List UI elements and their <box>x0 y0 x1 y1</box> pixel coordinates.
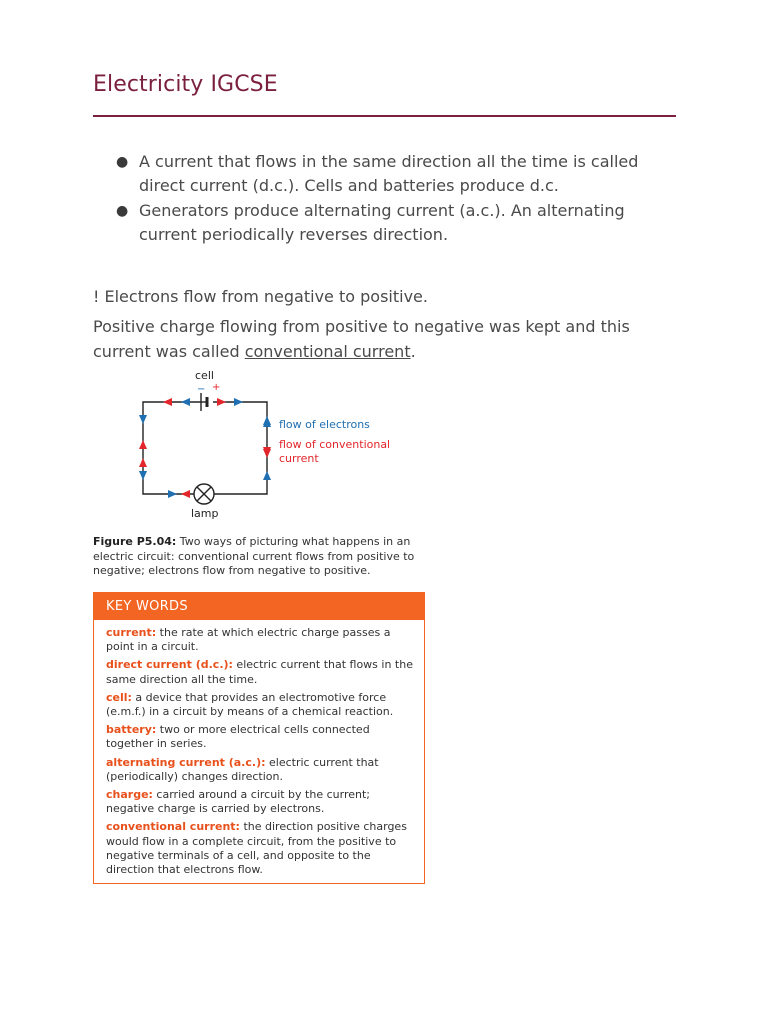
key-word-item <box>106 756 414 785</box>
electron-arrow-icon <box>139 415 147 424</box>
electron-arrow-icon <box>139 471 147 480</box>
electron-note: ! Electrons flow from negative to positive. <box>93 287 428 306</box>
bullet-list <box>114 150 654 248</box>
legend-electrons: flow of electrons <box>279 418 370 431</box>
legend-conventional-line2: current <box>279 452 319 465</box>
key-word-item <box>106 691 414 720</box>
key-word-definition: a device that provides an electromotive force (e.m.f.) in a circuit by means of a chemical reaction. <box>106 690 394 719</box>
minus-sign: − <box>197 384 206 395</box>
key-word-term: alternating current (a.c.): <box>106 755 266 769</box>
key-words-list <box>94 620 424 878</box>
list-item <box>114 150 654 198</box>
conventional-arrow-icon <box>181 490 190 498</box>
conventional-current-link[interactable]: conventional current <box>244 342 411 361</box>
key-word-definition: the rate at which electric charge passes a point in a circuit. <box>106 626 391 654</box>
conventional-arrow-icon <box>139 458 147 467</box>
key-word-term: battery: <box>106 723 157 737</box>
conventional-arrow-icon <box>139 440 147 449</box>
key-word-term: cell: <box>106 690 132 704</box>
electron-arrow-icon <box>168 490 177 498</box>
key-word-item <box>106 820 414 877</box>
bullet-text: A current that flows in the same direction all the time is called direct current (d.c.). Cells and batteries produce d.c. <box>139 152 639 195</box>
title-divider <box>93 115 676 117</box>
key-word-item <box>106 788 414 817</box>
paragraph-end: . <box>410 342 416 361</box>
key-words-box <box>93 592 425 884</box>
bullet-text: Generators produce alternating current (a.c.). An alternating current periodically reverses direction. <box>139 201 625 244</box>
key-word-definition: electric current that (periodically) changes direction. <box>106 755 379 783</box>
bullet-icon: ● <box>116 203 129 219</box>
key-word-item <box>106 626 414 655</box>
document-title: Electricity IGCSE <box>93 72 278 97</box>
key-word-definition: two or more electrical cells connected together in series. <box>106 723 370 751</box>
key-word-definition: the direction positive charges would flow in a complete circuit, from the positive to negative terminals of a cell, and opposite to the direction that electrons flow. <box>106 820 407 877</box>
cell-label: cell <box>195 369 214 382</box>
electron-arrow-icon <box>181 398 190 406</box>
electron-arrow-icon <box>234 398 243 406</box>
conventional-arrow-icon <box>217 398 226 406</box>
paragraph-text: Positive charge flowing from positive to negative was kept and this current was called <box>93 317 630 361</box>
electron-arrow-icon <box>263 471 271 480</box>
conventional-paragraph <box>93 314 653 364</box>
key-word-term: conventional current: <box>106 820 240 834</box>
key-word-definition: electric current that flows in the same direction all the time. <box>106 658 413 686</box>
legend-conventional-line1: flow of conventional <box>279 438 391 451</box>
key-word-definition: carried around a circuit by the current; negative charge is carried by electrons. <box>106 787 370 816</box>
key-words-heading: KEY WORDS <box>94 593 424 620</box>
key-word-term: current: <box>106 626 157 639</box>
list-item <box>114 199 654 247</box>
conventional-arrow-icon <box>163 398 172 406</box>
key-word-term: charge: <box>106 787 153 801</box>
plus-sign: + <box>212 382 221 393</box>
key-word-item <box>106 723 414 752</box>
key-word-item <box>106 658 414 687</box>
caption-label: Figure P5.04: <box>93 535 177 548</box>
bullet-icon: ● <box>116 154 129 170</box>
caption-text: Two ways of picturing what happens in an electric circuit: conventional current flows from positive to negative; electrons flow from negative to positive. <box>93 535 415 577</box>
figure-caption <box>93 535 418 579</box>
key-word-term: direct current (d.c.): <box>106 658 233 672</box>
lamp-label: lamp <box>191 507 219 520</box>
